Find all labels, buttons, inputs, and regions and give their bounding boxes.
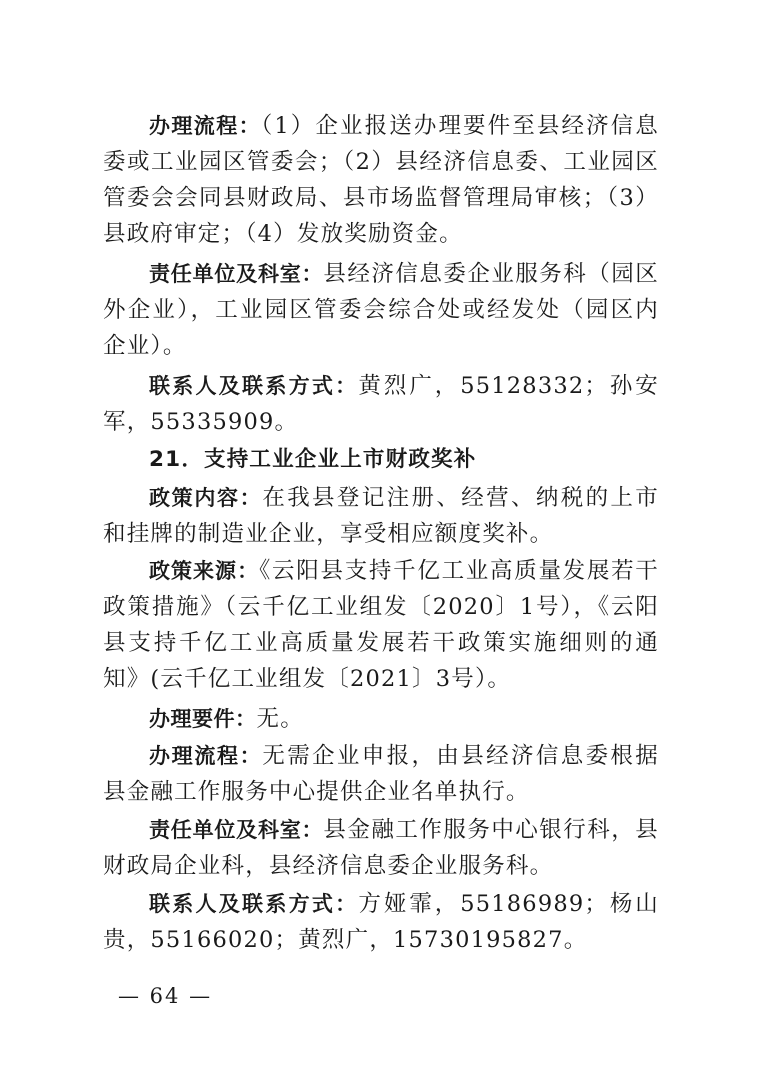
s21-unit-label: 责任单位及科室： [149,818,324,842]
s21-content-text: 在我县登记注册、经营、纳税的上市和挂牌的制造业企业，享受相应额度奖补。 [103,485,660,547]
s20-process-label: 办理流程： [149,114,262,138]
s21-source-label: 政策来源： [149,559,260,583]
s21-unit-text: 县金融工作服务中心银行科，县财政局企业科，县经济信息委企业服务科。 [103,817,659,879]
s20-contact-text: 黄烈广，55128332；孙安军，55335909。 [103,373,659,435]
s20-unit-text: 县经济信息委企业服务科（园区外企业），工业园区管委会综合处或经发处（园区内企业）。 [103,261,659,359]
s21-requirements-label: 办理要件： [149,707,257,731]
s20-process-paragraph [103,108,659,252]
s21-heading: 21．支持工业企业上市财政奖补 [149,447,477,472]
s20-unit-paragraph [103,256,659,364]
s21-contact-paragraph [103,886,659,958]
s21-source-paragraph [103,553,659,697]
s21-process-paragraph [103,738,659,810]
s21-process-text: 无需企业申报，由县经济信息委根据县金融工作服务中心提供企业名单执行。 [103,743,660,805]
s20-contact-label: 联系人及联系方式： [149,374,359,398]
s21-content-paragraph [103,480,659,552]
s20-process-text: （1）企业报送办理要件至县经济信息委或工业园区管委会；（2）县经济信息委、工业园区管委会会同县财政局、县市场监督管理局审核；（3）县政府审定；（4）发放奖励资金。 [103,113,659,247]
page-number: — 64 — [118,984,213,1008]
s21-source-text: 《云阳县支持千亿工业高质量发展若干政策措施》（云千亿工业组发〔2020〕1号），《云阳县支持千亿工业高质量发展若干政策实施细则的通知》(云千亿工业组发〔2021〕3号）。 [103,558,660,692]
s21-requirements-text: 无。 [256,706,304,732]
s21-contact-label: 联系人及联系方式： [149,892,359,916]
s21-unit-paragraph [103,812,659,884]
s21-contact-text: 方娅霏，55186989；杨山贵，55166020；黄烈广，15730195827。 [103,891,659,953]
s20-unit-label: 责任单位及科室： [149,262,324,286]
s21-process-label: 办理流程： [149,744,263,768]
s21-requirements-paragraph [103,701,659,737]
s20-contact-paragraph [103,368,659,440]
s21-content-label: 政策内容： [149,486,263,510]
